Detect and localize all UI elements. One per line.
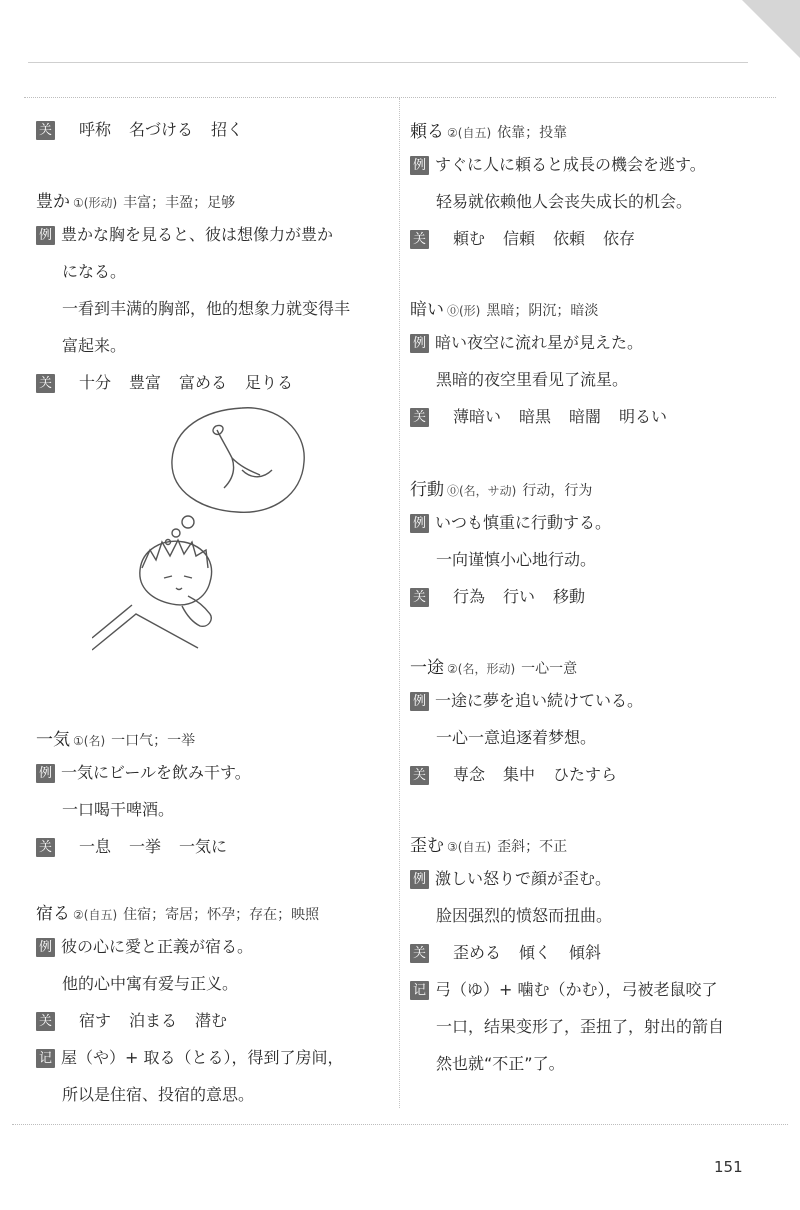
related-word: 集中 — [503, 765, 536, 784]
entry-head — [36, 900, 396, 928]
related-line — [410, 398, 770, 435]
entry-related-only — [36, 116, 396, 144]
example-tag: 例 — [36, 938, 55, 957]
desk-edge — [92, 605, 198, 650]
boy-hand — [182, 596, 211, 626]
translation: 轻易就依赖他人会丧失成长的机会。 — [436, 192, 693, 211]
related-word: 暗黒 — [519, 407, 552, 426]
related-line — [410, 578, 770, 615]
entry-head — [410, 118, 770, 146]
translation: 脸因强烈的愤怒而扭曲。 — [436, 906, 613, 925]
part-of-speech: ①(形动) — [73, 196, 118, 210]
related-tag: 关 — [410, 588, 429, 607]
related-line — [410, 756, 770, 793]
meaning: 住宿；寄居；怀孕；存在；映照 — [123, 907, 320, 923]
meaning: 依靠；投靠 — [497, 125, 568, 141]
thought-dot-mid — [172, 529, 180, 537]
related-word: 行い — [503, 587, 536, 606]
example-line — [36, 216, 396, 253]
part-of-speech: ②(自五) — [73, 908, 118, 922]
headword: 宿る — [36, 904, 70, 924]
part-of-speech: ⓪(形) — [447, 304, 481, 318]
note-text: 屋（や）+ 取る（とる），得到了房间， — [61, 1048, 344, 1067]
related-word: 豊富 — [129, 373, 162, 392]
example-sentence: 一気にビールを飲み干す。 — [61, 763, 251, 782]
related-word: 呼称 — [79, 120, 112, 139]
headword: 行動 — [410, 480, 444, 500]
related-word: 暗闇 — [569, 407, 602, 426]
example-line — [36, 928, 396, 965]
example-line — [410, 324, 770, 361]
example-tag: 例 — [410, 692, 429, 711]
related-word: 潜む — [195, 1011, 228, 1030]
note-text: 弓（ゆ）+ 噛む（かむ），弓被老鼠咬了 — [435, 980, 718, 999]
related-word: 足りる — [245, 373, 294, 392]
related-word: 移動 — [553, 587, 586, 606]
example-line — [36, 754, 396, 791]
bottom-dotted-rule — [12, 1124, 788, 1125]
related-word: 傾く — [519, 943, 552, 962]
related-word: 名づける — [129, 120, 194, 139]
entry-koudou — [410, 476, 770, 615]
boy-hair — [142, 540, 208, 568]
related-tag: 关 — [36, 1012, 55, 1031]
related-line — [410, 934, 770, 971]
translation-continuation: 富起来。 — [62, 336, 127, 355]
related-tag: 关 — [36, 121, 55, 140]
entry-head — [410, 296, 770, 324]
page-number: 151 — [714, 1158, 743, 1176]
entry-yutaka — [36, 188, 396, 401]
part-of-speech: ⓪(名，サ动) — [447, 484, 517, 498]
example-tag: 例 — [410, 156, 429, 175]
note-line — [36, 1039, 396, 1076]
related-tag: 关 — [410, 230, 429, 249]
entry-head — [410, 654, 770, 682]
related-line — [36, 364, 396, 401]
meaning: 歪斜；不正 — [497, 839, 568, 855]
related-tag: 关 — [410, 944, 429, 963]
headword: 歪む — [410, 836, 444, 856]
meaning: 一口气；一举 — [111, 733, 196, 749]
example-line — [410, 146, 770, 183]
entry-head — [410, 832, 770, 860]
headword: 一途 — [410, 658, 444, 678]
entry-tayoru — [410, 118, 770, 257]
translation: 一心一意追逐着梦想。 — [436, 728, 597, 747]
example-sentence: 暗い夜空に流れ星が見えた。 — [435, 333, 644, 352]
related-word: 十分 — [79, 373, 112, 392]
entry-yadoru — [36, 900, 396, 1113]
part-of-speech: ②(名，形动) — [447, 662, 516, 676]
boy-face — [164, 576, 192, 590]
header-rule — [28, 62, 748, 63]
related-word: 専念 — [453, 765, 486, 784]
translation: 一向谨慎小心地行动。 — [436, 550, 597, 569]
related-word: 泊まる — [129, 1011, 178, 1030]
related-line — [36, 1002, 396, 1039]
part-of-speech: ②(自五) — [447, 126, 492, 140]
related-word: 一気に — [179, 837, 228, 856]
example-sentence: 一途に夢を追い続けている。 — [435, 691, 644, 710]
related-word: 富める — [179, 373, 228, 392]
note-continuation: 所以是住宿、投宿的意思。 — [62, 1085, 255, 1104]
related-word: 明るい — [619, 407, 668, 426]
column-divider — [399, 98, 400, 1108]
meaning: 行动，行为 — [522, 483, 593, 499]
related-tag: 关 — [410, 408, 429, 427]
translation: 一看到丰满的胸部，他的想象力就变得丰 — [62, 299, 351, 318]
related-word: 傾斜 — [569, 943, 602, 962]
related-line — [410, 220, 770, 257]
example-line — [410, 682, 770, 719]
example-tag: 例 — [36, 764, 55, 783]
headword: 頼る — [410, 122, 444, 142]
headword: 豊か — [36, 192, 70, 212]
related-word: 薄暗い — [453, 407, 502, 426]
related-tag: 关 — [410, 766, 429, 785]
part-of-speech: ①(名) — [73, 734, 106, 748]
thought-dot-large — [182, 516, 194, 528]
bubble-figure — [213, 425, 272, 488]
example-tag: 例 — [410, 870, 429, 889]
related-word: 一挙 — [129, 837, 162, 856]
entry-yugamu — [410, 832, 770, 1082]
related-word: 歪める — [453, 943, 502, 962]
related-word: ひたすら — [553, 765, 618, 784]
related-tag: 关 — [36, 838, 55, 857]
example-line — [410, 860, 770, 897]
example-sentence: すぐに人に頼ると成長の機会を逃す。 — [435, 155, 706, 174]
related-word: 招く — [211, 120, 244, 139]
related-tag: 关 — [36, 374, 55, 393]
example-line — [410, 504, 770, 541]
example-sentence: いつも慎重に行動する。 — [435, 513, 612, 532]
thinking-boy-illustration — [92, 400, 342, 660]
entry-ikki — [36, 726, 396, 865]
note-continuation: 一口，结果变形了，歪扭了，射出的箭自 — [436, 1017, 725, 1036]
headword: 暗い — [410, 300, 444, 320]
note-continuation: 然也就“不正”了。 — [436, 1054, 565, 1073]
related-word: 一息 — [79, 837, 112, 856]
example-tag: 例 — [36, 226, 55, 245]
note-tag: 记 — [36, 1049, 55, 1068]
related-word: 頼む — [453, 229, 486, 248]
related-word: 依存 — [603, 229, 636, 248]
entry-head — [36, 726, 396, 754]
example-tag: 例 — [410, 334, 429, 353]
entry-head — [410, 476, 770, 504]
translation: 一口喝干啤酒。 — [62, 800, 175, 819]
example-tag: 例 — [410, 514, 429, 533]
translation: 他的心中寓有爱与正义。 — [62, 974, 239, 993]
related-word: 宿す — [79, 1011, 112, 1030]
meaning: 一心一意 — [521, 661, 578, 677]
meaning: 黑暗；阴沉；暗淡 — [486, 303, 599, 319]
thought-bubble — [172, 408, 304, 513]
example-continuation: になる。 — [62, 262, 127, 281]
example-sentence: 彼の心に愛と正義が宿る。 — [61, 937, 254, 956]
related-word: 信頼 — [503, 229, 536, 248]
related-line — [36, 828, 396, 865]
headword: 一気 — [36, 730, 70, 750]
note-line — [410, 971, 770, 1008]
related-word: 依頼 — [553, 229, 586, 248]
page-corner-fold — [742, 0, 800, 58]
example-sentence: 豊かな胸を見ると、彼は想像力が豊か — [61, 225, 334, 244]
example-sentence: 激しい怒りで顔が歪む。 — [435, 869, 612, 888]
related-word: 行為 — [453, 587, 486, 606]
part-of-speech: ③(自五) — [447, 840, 492, 854]
entry-kurai — [410, 296, 770, 435]
entry-head — [36, 188, 396, 216]
meaning: 丰富；丰盈；足够 — [123, 195, 236, 211]
entry-ichizu — [410, 654, 770, 793]
translation: 黑暗的夜空里看见了流星。 — [436, 370, 629, 389]
note-tag: 记 — [410, 981, 429, 1000]
related-line — [36, 116, 396, 144]
top-dotted-rule — [24, 97, 776, 98]
